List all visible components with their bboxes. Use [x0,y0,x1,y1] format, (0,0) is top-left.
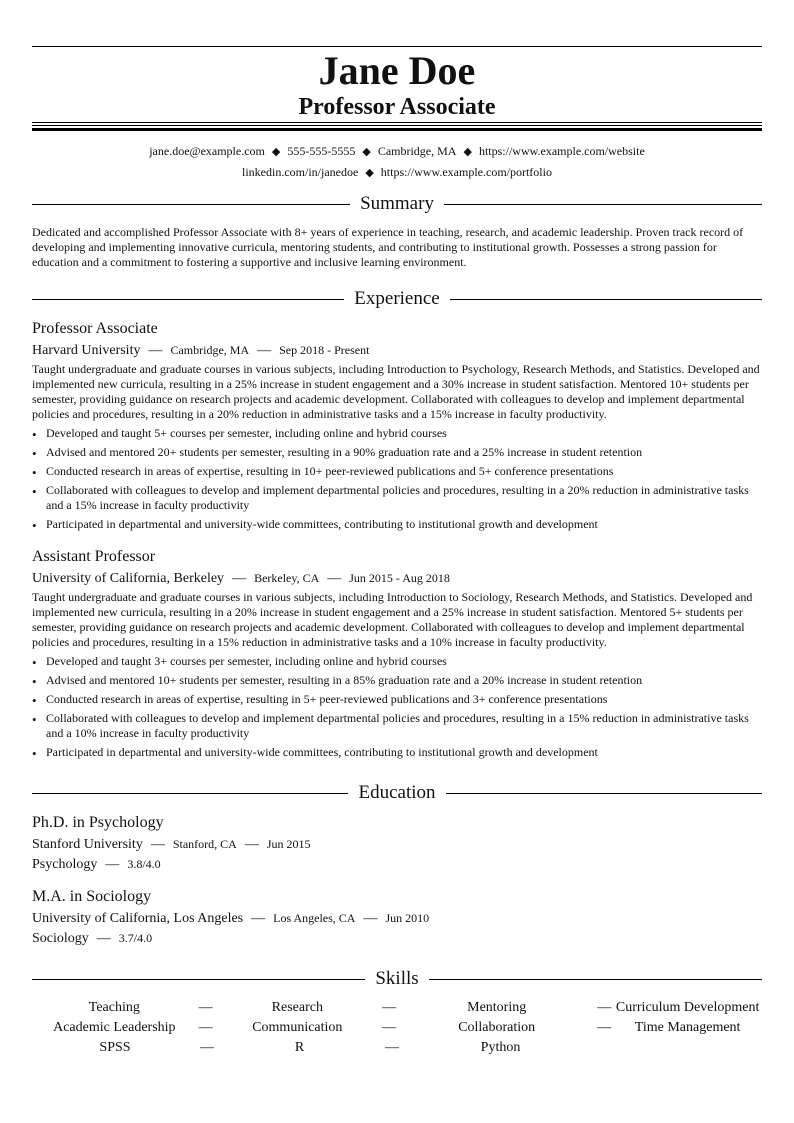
list-item: • Advised and mentored 20+ students per semester, resulting in a 90% graduation rate and a 25% increase in student retention [32,445,762,460]
degree-gpa: 3.8/4.0 [127,857,161,871]
degree-location: Los Angeles, CA [273,911,356,925]
contact-phone[interactable]: 555-555-5555 [287,144,356,158]
job-bullet-list [32,654,762,764]
contact-line-2 [32,164,762,181]
skills-row [32,1038,762,1058]
contact-portfolio[interactable]: https://www.example.com/portfolio [380,165,552,179]
list-item: • Conducted research in areas of expertise, resulting in 5+ peer-reviewed publications and 3+ conference presentations [32,692,762,707]
skills-heading: Skills [375,968,419,989]
skill-item: Time Management [634,1020,741,1035]
skills-row [32,1018,762,1038]
skill-divider: — [597,1000,612,1015]
skill-item: SPSS [99,1040,131,1055]
skills-row [32,998,762,1018]
skill-item: R [294,1040,305,1055]
header-top-rule [32,46,762,47]
skills-section-heading [32,968,762,990]
contact-email[interactable]: jane.doe@example.com [149,144,265,158]
skill-divider: — [382,1000,397,1015]
summary-section-heading [32,193,762,215]
list-item: • Participated in departmental and university-wide committees, contributing to institutional growth and development [32,745,762,760]
diamond-separator-icon: ◆ [362,146,371,158]
job-location: Cambridge, MA [170,343,250,357]
degree-location: Stanford, CA [172,837,237,851]
contact-location: Cambridge, MA [377,144,457,158]
diamond-separator-icon: ◆ [463,146,472,158]
education-section-heading [32,782,762,804]
degree-meta: Stanford University — Stanford, CA — Jun 2015 [32,837,311,852]
skill-item: Collaboration [458,1020,536,1035]
experience-section-heading [32,288,762,310]
skill-item: Communication [252,1020,343,1035]
list-item: • Collaborated with colleagues to develop and implement departmental policies and procedures, resulting in a 15% reduction in administrative tasks and a 10% increase in faculty productivity [32,711,762,741]
skill-item: Mentoring [467,1000,527,1015]
job-description: Taught undergraduate and graduate courses in various subjects, including Introduction to Psychology, Research Methods, and Statistics. Developed and implemented new curricula, resulting in a 25% increase in student engagement and a 30% increase in student satisfaction. Mentored 10+ students per semester, providing guidance on research projects and academic development. Collaborated with colleagues to develop and implement departmental policies and procedures, resulting in a 20% reduction in administrative tasks and a 15% increase in faculty productivity. [32,362,760,421]
list-item: • Developed and taught 3+ courses per semester, including online and hybrid courses [32,654,762,669]
list-item: • Advised and mentored 10+ students per semester, resulting in a 85% graduation rate and a 20% increase in student retention [32,673,762,688]
degree-school: Stanford University [32,837,143,852]
header-bottom-rules [32,122,762,133]
skill-item: Python [480,1040,521,1055]
list-item: • Collaborated with colleagues to develop and implement departmental policies and procedures, resulting in a 20% reduction in administrative tasks and a 15% increase in faculty productivity [32,483,762,513]
list-item: • Developed and taught 5+ courses per semester, including online and hybrid courses [32,426,762,441]
degree-field: Sociology [32,931,89,946]
summary-heading: Summary [360,193,434,214]
candidate-name: Jane Doe [318,48,476,93]
skill-item: Academic Leadership [53,1020,176,1035]
job-description: Taught undergraduate and graduate courses in various subjects, including Introduction to Sociology, Research Methods, and Statistics. Developed and implemented new curricula, resulting in a 20% increase in student engagement and a 25% increase in student satisfaction. Mentored 5+ students per semester, providing guidance on research projects and academic development. Collaborated with colleagues to develop and implement departmental policies and procedures, resulting in a 15% reduction in administrative tasks and a 10% increase in faculty productivity. [32,590,753,649]
degree-date: Jun 2010 [385,911,430,925]
skill-divider: — [385,1040,399,1055]
experience-heading: Experience [354,288,440,309]
degree-school: University of California, Los Angeles [32,911,244,926]
skill-divider: — [198,1020,213,1035]
job-title: Assistant Professor [32,548,156,565]
degree-meta: University of California, Los Angeles — Los Angeles, CA — Jun 2010 [32,911,430,926]
skill-divider: — [200,1040,214,1055]
job-org: University of California, Berkeley [32,571,225,586]
skill-divider: — [382,1020,397,1035]
job-org: Harvard University [32,343,141,358]
skill-divider: — [597,1020,612,1035]
degree-title: Ph.D. in Psychology [32,814,164,831]
job-location: Berkeley, CA [254,571,320,585]
education-heading: Education [358,782,436,803]
skill-divider: — [198,1000,213,1015]
contact-website[interactable]: https://www.example.com/website [478,144,645,158]
summary-text: Dedicated and accomplished Professor Associate with 8+ years of experience in teaching, research, and academic leadership. Proven track record of developing and implementing innovative curricula, mentoring students, and contributing to institutional growth. Possesses a strong passion for education and a commitment to fostering a supportive and inclusive learning environment. [32,225,744,269]
job-dates: Sep 2018 - Present [279,343,370,357]
candidate-title: Professor Associate [298,94,496,120]
job-meta: Harvard University — Cambridge, MA — Sep 2018 - Present [32,343,370,358]
contact-line-1 [32,143,762,160]
degree-gpa: 3.7/4.0 [118,931,153,945]
skills-grid [32,998,762,1058]
degree-field-gpa: Sociology — 3.7/4.0 [32,931,153,946]
diamond-separator-icon: ◆ [271,146,281,158]
list-item: • Participated in departmental and university-wide committees, contributing to institutional growth and development [32,517,762,532]
job-meta: University of California, Berkeley — Berkeley, CA — Jun 2015 - Aug 2018 [32,571,450,586]
degree-field: Psychology [32,857,98,872]
diamond-separator-icon: ◆ [365,167,374,179]
contact-linkedin[interactable]: linkedin.com/in/janedoe [242,165,359,179]
skill-item: Curriculum Development [615,1000,760,1015]
list-item: • Conducted research in areas of expertise, resulting in 10+ peer-reviewed publications and 5+ conference presentations [32,464,762,479]
degree-title: M.A. in Sociology [32,888,152,905]
job-title: Professor Associate [32,320,158,337]
degree-date: Jun 2015 [266,837,311,851]
skill-item: Teaching [88,1000,140,1015]
degree-field-gpa: Psychology — 3.8/4.0 [32,857,161,872]
job-dates: Jun 2015 - Aug 2018 [349,571,450,585]
job-bullet-list [32,426,762,536]
skill-item: Research [271,1000,323,1015]
